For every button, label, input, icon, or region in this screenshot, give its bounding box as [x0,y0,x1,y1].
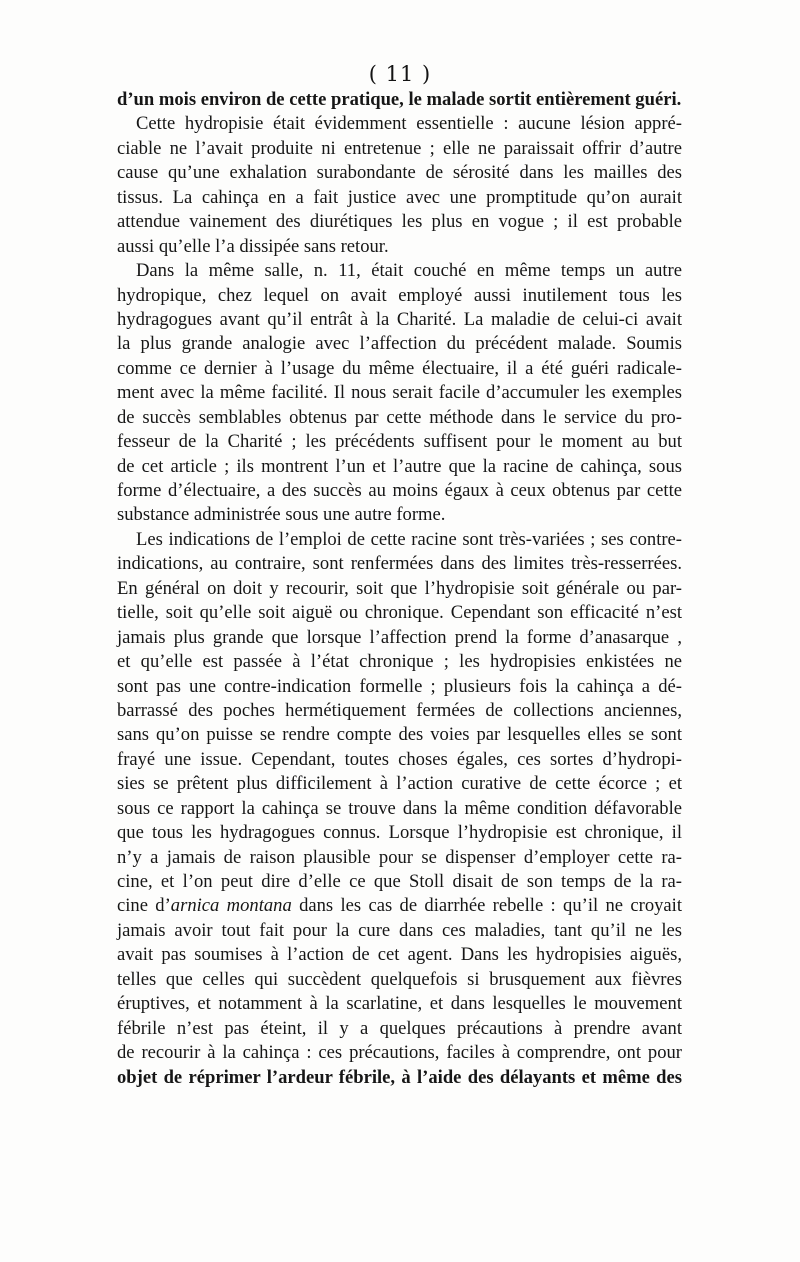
text-line: d’un mois environ de cette pratique, le malade sortit entièrement guéri. [117,89,682,110]
text-line: sous ce rapport la cahinça se trouve dans la même condition défavorable [117,797,682,819]
text-line: ment avec la même facilité. Il nous serait facile d’accumuler les exemples [117,382,682,404]
paragraph [117,112,682,259]
text-line: indications, au contraire, sont renfermées dans des limites très-resserrées. [117,553,682,575]
text-line: tissus. La cahinça en a fait justice avec une promptitude qu’on aurait [117,186,682,208]
text-line: aussi qu’elle l’a dissipée sans retour. [117,235,389,257]
text-line: Cette hydropisie était évidemment essentielle : aucune lésion appré- [136,113,682,135]
paragraph [117,88,682,112]
text-line: barrassé des poches hermétiquement fermées de collections anciennes, [117,699,682,721]
text-line: jamais plus grande que lorsque l’affection prend la forme d’anasarque , [117,626,682,648]
text-line: hydropique, chez lequel on avait employé aussi inutilement tous les [117,284,682,306]
text-line: n’y a jamais de raison plausible pour se dispenser d’employer cette ra- [117,846,682,868]
text-segment: cine d’ [117,895,171,917]
paragraph [117,259,682,528]
paragraph [117,528,682,1090]
text-line: substance administrée sous une autre forme. [117,504,446,526]
text-line: de cet article ; ils montrent l’un et l’autre que la racine de cahinça, sous [117,455,682,477]
text-line: comme ce dernier à l’usage du même électuaire, il a été guéri radicale- [117,357,682,379]
text-line: Les indications de l’emploi de cette racine sont très-variées ; ses contre- [136,528,682,550]
italic-term: arnica montana [170,895,292,917]
text-line [117,894,682,918]
text-line: tielle, soit qu’elle soit aiguë ou chronique. Cependant son efficacité n’est [117,602,682,624]
text-line: avait pas soumises à l’action de cet agent. Dans les hydropisies aiguës, [117,944,682,966]
text-line: Dans la même salle, n. 11, était couché en même temps un autre [136,260,682,282]
text-line: cine, et l’on peut dire d’elle ce que Stoll disait de son temps de la ra- [117,871,682,892]
text-line: En général on doit y recourir, soit que l’hydropisie soit générale ou par- [117,577,682,599]
text-segment: dans les cas de diarrhée rebelle : qu’il ne croyait [291,895,682,917]
text-line: frayé une issue. Cependant, toutes choses égales, ces sortes d’hydropi- [117,748,682,770]
text-line: que tous les hydragogues connus. Lorsque l’hydropisie est chronique, il [117,822,682,844]
text-line: et qu’elle est passée à l’état chronique ; les hydropisies enkistées ne [117,651,682,673]
text-line: ciable ne l’avait produite ni entretenue ; elle ne paraissait offrir d’autre [117,137,682,159]
page-number: ( 11 ) [368,62,432,86]
body-text [117,88,682,1090]
text-line: fébrile n’est pas éteint, il y a quelques précautions à prendre avant [117,1017,682,1039]
text-line: sont pas une contre-indication formelle ; plusieurs fois la cahinça a dé- [117,675,682,697]
text-line: objet de réprimer l’ardeur fébrile, à l’aide des délayants et même des [117,1066,682,1088]
text-line: fesseur de la Charité ; les précédents suffisent pour le moment au but [117,431,682,453]
text-line: jamais avoir tout fait pour la cure dans ces maladies, tant qu’il ne les [117,919,682,941]
text-line: attendue vainement des diurétiques les plus en vogue ; il est probable [117,211,682,233]
text-line: hydragogues avant qu’il entrât à la Charité. La maladie de celui-ci avait [117,308,682,330]
text-line: de recourir à la cahinça : ces précautions, faciles à comprendre, ont pour [117,1042,682,1064]
text-line: telles que celles qui succèdent quelquefois si brusquement aux fièvres [117,968,682,990]
text-line: sies se prêtent plus difficilement à l’action curative de cette écorce ; et [117,773,682,795]
text-line: éruptives, et notamment à la scarlatine, et dans lesquelles le mouvement [117,993,682,1015]
text-line: sans qu’on puisse se rendre compte des voies par lesquelles elles se sont [117,724,682,746]
text-line: cause qu’une exhalation surabondante de sérosité dans les mailles des [117,162,682,184]
text-line: forme d’électuaire, a des succès au moins égaux à ceux obtenus par cette [117,480,682,501]
text-line: la plus grande analogie avec l’affection du précédent malade. Soumis [117,333,682,355]
text-line: de succès semblables obtenus par cette méthode dans le service du pro- [117,406,682,428]
